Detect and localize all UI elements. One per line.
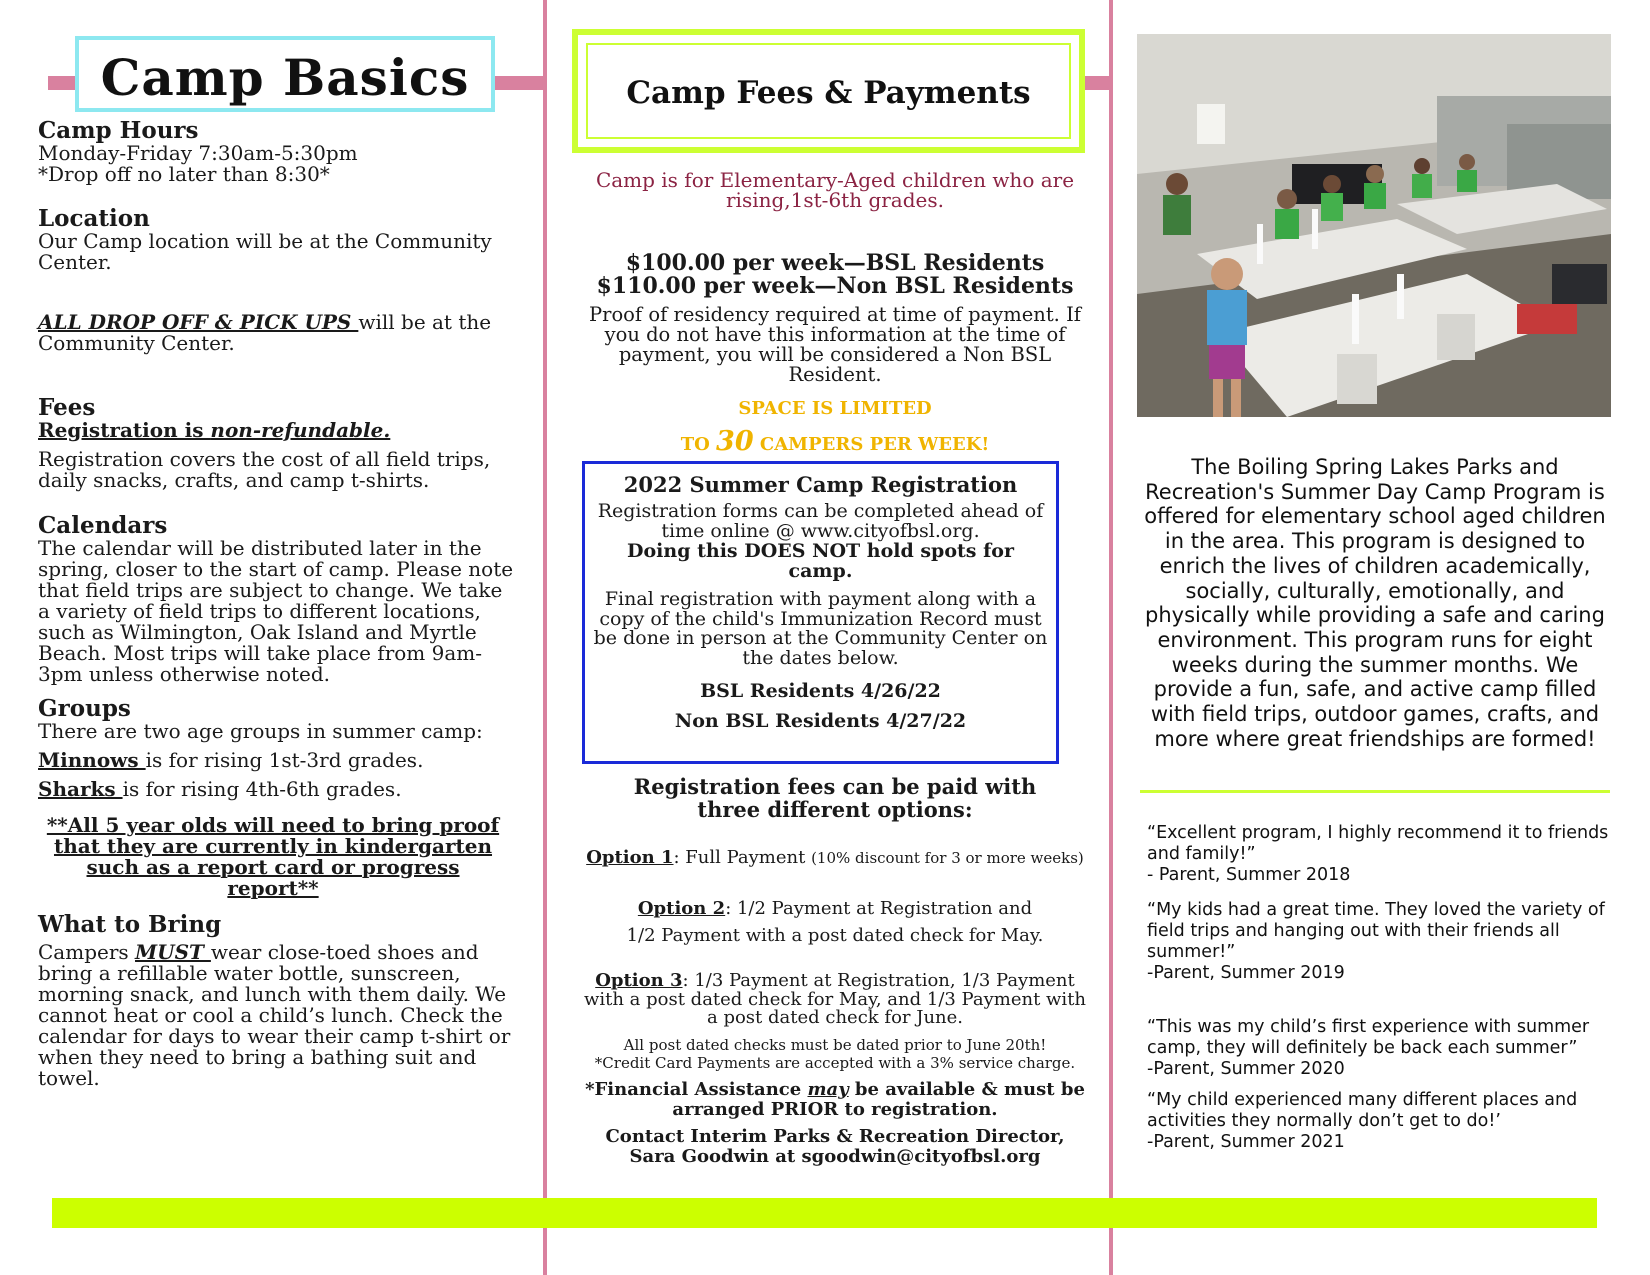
testimonial [1147, 1017, 1617, 1080]
space-limited-text: SPACE IS LIMITED [738, 398, 932, 419]
camper-limit-number: 30 [716, 426, 754, 457]
camp-classroom-photo [1137, 34, 1611, 417]
location-section [38, 207, 518, 273]
eligibility-text: Camp is for Elementary-Aged children who are rising,1st-6th grades. [595, 168, 1075, 212]
testimonial-text: “This was my child’s first experience with summer camp, they will definitely be back each summer” [1147, 1017, 1590, 1058]
footer-lime-bar [52, 1198, 1597, 1228]
hours-line: Monday-Friday 7:30am-5:30pm [38, 141, 358, 165]
non-refundable-note: Registration is non-refundable. [38, 418, 391, 442]
registration-title: 2022 Summer Camp Registration [623, 472, 1018, 497]
groups-section [38, 697, 518, 800]
pink-accent-bar [48, 76, 75, 90]
pink-accent-bar [495, 76, 543, 90]
page-title: Camp Fees & Payments [626, 75, 1031, 111]
testimonial [1147, 1090, 1617, 1153]
registration-box [582, 461, 1059, 764]
camp-basics-title-box [75, 36, 495, 112]
testimonial [1147, 823, 1617, 886]
column-divider-left [543, 0, 547, 1275]
fees-section [38, 396, 518, 491]
dropoff-time-note: *Drop off no later than 8:30* [38, 162, 330, 186]
camp-hours-section [38, 119, 518, 185]
divider-rule [1140, 790, 1610, 793]
page-title: Camp Basics [100, 48, 470, 107]
testimonial-author: -Parent, Summer 2019 [1147, 963, 1345, 983]
calendars-section [38, 514, 518, 685]
testimonial-author: -Parent, Summer 2021 [1147, 1132, 1345, 1152]
registration-date-residents: BSL Residents 4/26/22 [700, 680, 941, 702]
section-heading: Location [38, 205, 150, 232]
proof-of-residency: Proof of residency required at time of payment. If you do not have this information at the time of payment, you will be considered a Non BSL Resident. [589, 303, 1081, 386]
registration-hold-note: Doing this DOES NOT hold spots for camp. [627, 540, 1014, 582]
fees-text: Registration covers the cost of all field trips, daily snacks, crafts, and camp t-shirts. [38, 447, 491, 492]
kindergarten-proof-note: **All 5 year olds will need to bring proof that they are currently in kindergarten such as a report card or progress report** [46, 813, 500, 900]
pink-accent-bar [1085, 76, 1109, 90]
location-text: Our Camp location will be at the Community Center. [38, 229, 492, 274]
calendars-text: The calendar will be distributed later in the spring, closer to the start of camp. Please note that field trips are subject to change. We take a variety of field trips to different locations, such as Wilmington, Oak Island and Myrtle Beach. Most trips will take place from 9am-3pm unless otherwise noted. [38, 536, 514, 686]
contact-info: Contact Interim Parks & Recreation Director, Sara Goodwin at sgoodwin@cityofbsl.org [605, 1126, 1065, 1167]
what-to-bring-text: Campers MUST wear close-toed shoes and bring a refillable water bottle, sunscreen, morning snack, and lunch with them daily. We cannot heat or cool a child’s lunch. Check the calendar for days to wear their camp t-shirt or when they need to bring a bathing suit and towel. [38, 940, 511, 1090]
registration-online-text: Registration forms can be completed ahead of time online @ www.cityofbsl.org. [597, 500, 1044, 542]
testimonial-author: - Parent, Summer 2018 [1147, 865, 1351, 885]
what-to-bring-section [38, 913, 518, 1089]
registration-date-non-residents: Non BSL Residents 4/27/22 [674, 710, 967, 732]
option-2: Option 2: 1/2 Payment at Registration and 1/2 Payment with a post dated check for May. [626, 898, 1044, 946]
camp-fees-title-box [572, 29, 1085, 153]
testimonial-author: -Parent, Summer 2020 [1147, 1059, 1345, 1079]
minnows-group: Minnows is for rising 1st-3rd grades. [38, 748, 424, 772]
final-registration-text: Final registration with payment along with a copy of the child's Immunization Record must be done in person at the Community Center on the dates below. [593, 588, 1048, 669]
section-heading: Camp Hours [38, 117, 199, 144]
dropoff-note [38, 312, 518, 354]
section-heading: Groups [38, 695, 131, 722]
column-divider-right [1109, 0, 1113, 1275]
testimonial-text: “My kids had a great time. They loved the variety of field trips and hanging out with their friends all summer!” [1147, 900, 1605, 962]
section-heading: What to Bring [38, 911, 222, 938]
dropoff-text: will be at the Community Center. [38, 310, 492, 355]
testimonial-text: “Excellent program, I highly recommend it to friends and family!” [1147, 823, 1609, 864]
dropoff-emphasis: ALL DROP OFF & PICK UPS [38, 310, 359, 334]
price-non-residents: $110.00 per week—Non BSL Residents [596, 273, 1074, 299]
payment-options-heading: Registration fees can be paid with three different options: [633, 774, 1037, 822]
section-heading: Fees [38, 394, 96, 421]
price-residents: $100.00 per week—BSL Residents [625, 250, 1045, 276]
financial-assistance-note: *Financial Assistance may be available & must be arranged PRIOR to registration. [585, 1079, 1085, 1120]
postdated-note: All post dated checks must be dated prior to June 20th! [623, 1036, 1047, 1054]
credit-card-note: *Credit Card Payments are accepted with a 3% service charge. [594, 1054, 1076, 1072]
groups-text: There are two age groups in summer camp: [38, 719, 483, 743]
testimonial-text: “My child experienced many different places and activities they normally don’t get to do!’ [1147, 1090, 1578, 1131]
program-description: The Boiling Spring Lakes Parks and Recreation's Summer Day Camp Program is offered for elementary school aged children in the area. This program is designed to enrich the lives of children academically, socially, culturally, emotionally, and physically while providing a safe and caring environment. This program runs for eight weeks during the summer months. We provide a fun, safe, and active camp filled with field trips, outdoor games, crafts, and more where great friendships are formed! [1144, 455, 1606, 751]
section-heading: Calendars [38, 512, 168, 539]
option-3: Option 3: 1/3 Payment at Registration, 1/3 Payment with a post dated check for May, and 1/3 Payment with a post dated check for June. [583, 970, 1087, 1028]
check-notes [565, 1036, 1105, 1072]
sharks-group: Sharks is for rising 4th-6th grades. [38, 777, 402, 801]
weekly-prices [565, 252, 1105, 298]
testimonial [1147, 900, 1617, 984]
option-1: Option 1: Full Payment (10% discount for 3 or more weeks) [586, 847, 1084, 868]
camper-limit-line: TO 30 CAMPERS PER WEEK! [680, 426, 990, 457]
